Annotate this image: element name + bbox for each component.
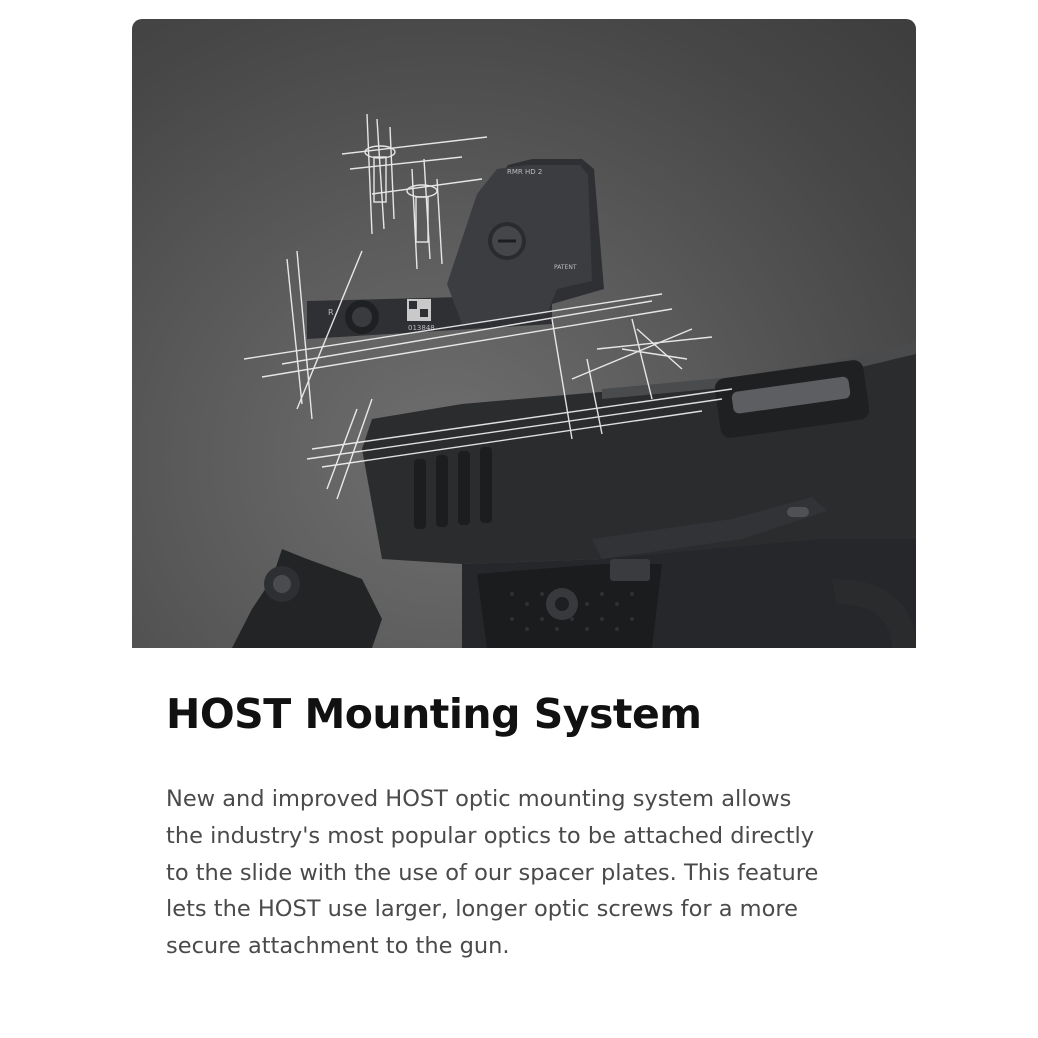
description-line: to the slide with the use of our spacer plates. This feature <box>166 859 819 886</box>
feature-image <box>132 19 916 648</box>
feature-description <box>166 781 886 965</box>
optic-serial-engraving: 013848 <box>408 324 435 332</box>
optic-patent-engraving: PATENT <box>554 264 577 271</box>
description-line: lets the HOST use larger, longer optic screws for a more <box>166 896 798 923</box>
feature-title: HOST Mounting System <box>166 690 702 738</box>
description-line: New and improved HOST optic mounting system allows <box>166 786 792 812</box>
description-line: the industry's most popular optics to be attached directly <box>166 822 815 849</box>
optic-r-engraving: R <box>328 308 334 317</box>
pistol-optic-illustration <box>132 19 916 648</box>
optic-model-engraving: RMR HD 2 <box>507 168 543 176</box>
description-line: secure attachment to the gun. <box>166 933 510 960</box>
